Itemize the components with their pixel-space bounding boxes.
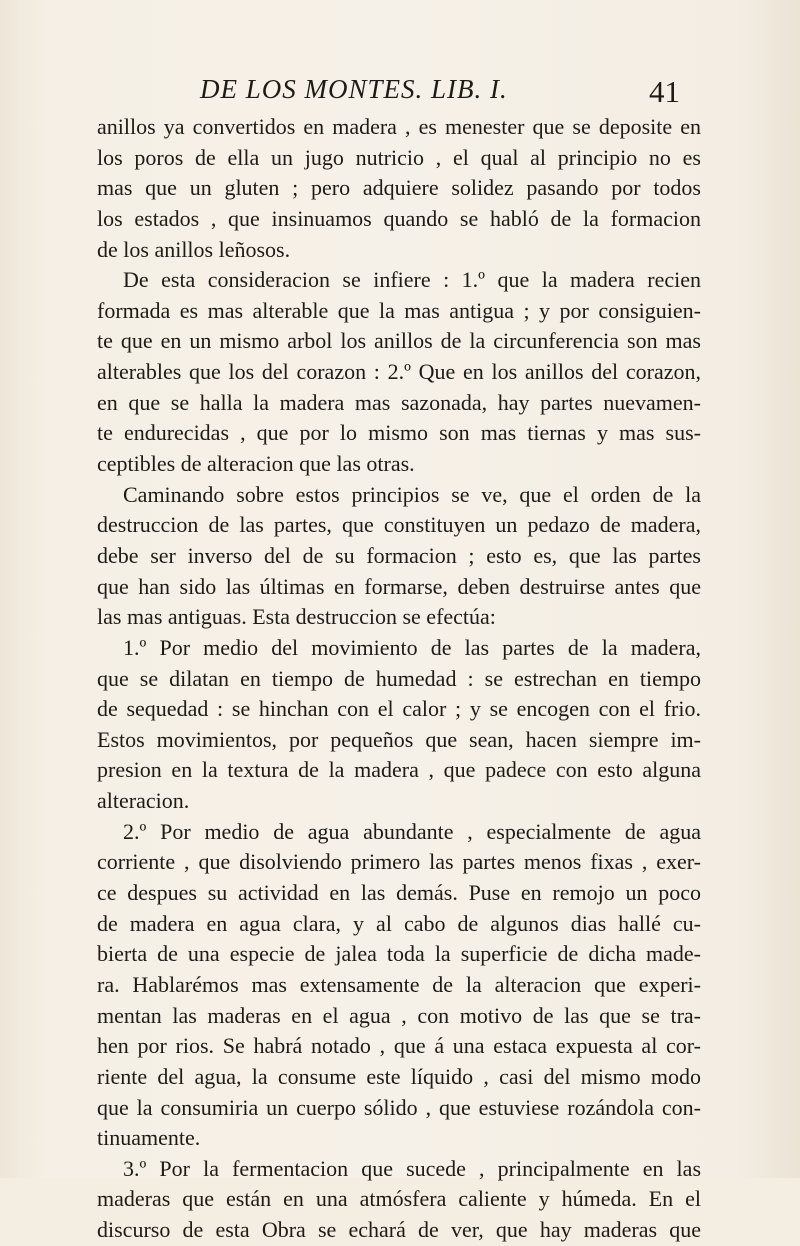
text-line: riente del agua, la consume este líquido , casi del mismo modo [97, 1063, 701, 1089]
page-number: 41 [649, 74, 680, 109]
text-line: que han sido las últimas en formarse, deben destruirse antes que [97, 573, 701, 599]
text-line: De esta consideracion se infiere : 1.º que la madera recien [123, 267, 701, 293]
text-line: que la consumiria un cuerpo sólido , que estuviese rozándola con- [97, 1094, 701, 1120]
text-line: anillos ya convertidos en madera , es menester que se deposite en [97, 114, 701, 139]
text-line: que se dilatan en tiempo de humedad : se estrechan en tiempo [97, 665, 701, 691]
text-line: presion en la textura de la madera , que padece con esto alguna [97, 757, 701, 783]
text-line: las mas antiguas. Esta destruccion se efectúa: [97, 604, 496, 630]
text-line: corriente , que disolviendo primero las partes menos fixas , exer- [97, 849, 701, 875]
text-line: te que en un mismo arbol los anillos de la circunferencia son mas [97, 328, 701, 354]
text-line: Estos movimientos, por pequeños que sean, hacen siempre im- [97, 726, 701, 752]
text-line: formada es mas alterable que la mas antigua ; y por consiguien- [97, 297, 701, 323]
text-line: Caminando sobre estos principios se ve, que el orden de la [123, 481, 701, 507]
text-line: destruccion de las partes, que constituyen un pedazo de madera, [97, 512, 701, 538]
text-line: ceptibles de alteracion que las otras. [97, 451, 415, 477]
text-line: los estados , que insinuamos quando se habló de la formacion [97, 205, 701, 231]
text-line: mas que un gluten ; pero adquiere solidez pasando por todos [97, 175, 701, 201]
text-line: de madera en agua clara, y al cabo de algunos dias hallé cu- [97, 910, 701, 936]
text-line: de sequedad : se hinchan con el calor ; y se encogen con el frio. [97, 696, 701, 722]
text-line: 1.º Por medio del movimiento de las partes de la madera, [123, 634, 701, 660]
text-line: alterables que los del corazon : 2.º Que en los anillos del corazon, [97, 359, 701, 385]
text-line: 3.º Por la fermentacion que sucede , principalmente en las [123, 1155, 701, 1181]
text-line: debe ser inverso del de su formacion ; esto es, que las partes [97, 542, 701, 568]
body-text [97, 112, 701, 1246]
text-line: ce despues su actividad en las demás. Puse en remojo un poco [97, 880, 701, 906]
text-line: alteracion. [97, 788, 190, 814]
text-line: de los anillos leñosos. [97, 236, 291, 262]
text-line: te endurecidas , que por lo mismo son mas tiernas y mas sus- [97, 420, 701, 446]
text-line: los poros de ella un jugo nutricio , el qual al principio no es [97, 144, 701, 170]
text-line: ra. Hablarémos mas extensamente de la alteracion que experi- [97, 971, 701, 997]
text-line: bierta de una especie de jalea toda la superficie de dicha made- [97, 941, 701, 967]
text-line: tinuamente. [97, 1125, 201, 1151]
text-line: maderas que están en una atmósfera caliente y húmeda. En el [97, 1186, 701, 1212]
text-line: 2.º Por medio de agua abundante , especialmente de agua [123, 818, 701, 844]
page-header [200, 74, 680, 114]
text-line: mentan las maderas en el agua , con motivo de las que se tra- [97, 1002, 701, 1028]
text-line: en que se halla la madera mas sazonada, hay partes nuevamen- [97, 389, 701, 415]
text-line: hen por rios. Se habrá notado , que á una estaca expuesta al cor- [97, 1033, 701, 1059]
text-line: discurso de esta Obra se echará de ver, que hay maderas que [97, 1217, 701, 1243]
running-head: DE LOS MONTES. LIB. I. [200, 74, 508, 104]
